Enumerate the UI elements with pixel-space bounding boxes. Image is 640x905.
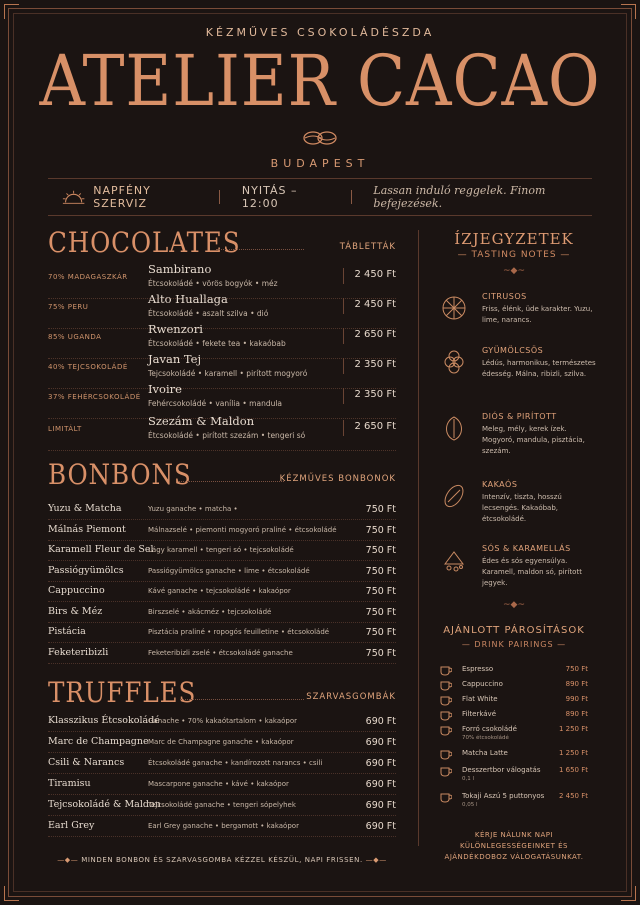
- drink-name: Tokaji Aszú 5 puttonyos: [462, 792, 545, 800]
- drink-price: 1 250 Ft: [558, 749, 588, 757]
- citrus-icon: [440, 294, 468, 322]
- divider: [343, 388, 344, 404]
- chocolates-header: [48, 226, 396, 258]
- corner-ornament: [4, 886, 19, 901]
- ornament-icon: —◆—: [362, 856, 387, 864]
- header-kicker: KÉZMŰVES CSOKOLÁDÉSZDA: [205, 26, 435, 39]
- truffle-description: Ganache • 70% kakaótartalom • kakaópor: [148, 717, 298, 725]
- truffle-description: Tejcsokoládé ganache • tengeri sópelyhek: [148, 801, 296, 809]
- chocolate-description: Étcsokoládé • fekete tea • kakaóbab: [148, 339, 286, 348]
- bonbon-description: Birszselé • akácméz • tejcsokoládé: [148, 607, 272, 616]
- truffle-description: Étcsokoládé ganache • kandírozott narancs • csili: [148, 759, 323, 767]
- brand-title: ATELIER CACAO: [39, 40, 601, 122]
- ornament-icon: ~◆~: [502, 266, 525, 276]
- tasting-note-title: KAKAÓS: [482, 480, 518, 489]
- service-label: NAPFÉNY SZERVIZ: [93, 184, 151, 210]
- chocolate-price: 2 350 Ft: [354, 359, 396, 370]
- chocolate-category: 37% FEHÉRCSOKOLÁDÉ: [48, 393, 141, 401]
- chocolate-name: Szezám & Maldon: [148, 414, 255, 428]
- sunrise-icon: [62, 189, 85, 205]
- truffle-name: Tejcsokoládé & Maldon: [48, 799, 161, 810]
- drink-price: 2 450 Ft: [558, 792, 588, 800]
- tasting-note-title: CITRUSOS: [482, 292, 527, 301]
- corner-ornament: [621, 886, 636, 901]
- column-divider: [418, 230, 419, 846]
- truffle-name: Tiramisu: [48, 778, 91, 789]
- truffle-price: 690 Ft: [365, 779, 396, 790]
- bonbon-name: Karamell Fleur de Sel: [48, 544, 154, 555]
- truffle-row: [48, 816, 396, 837]
- drink-subtitle: 70% étcsokoládé: [462, 735, 509, 741]
- chocolate-description: Étcsokoládé • pirított szezám • tengeri só: [148, 431, 306, 440]
- filter-coffee-icon: [440, 709, 452, 721]
- leader-dots: [178, 481, 284, 482]
- chocolate-name: Sambirano: [148, 262, 212, 276]
- truffle-name: Marc de Champagne: [48, 736, 149, 747]
- drink-name: Matcha Latte: [462, 749, 508, 757]
- city-label: BUDAPEST: [270, 157, 370, 170]
- tasting-note-description: Friss, élénk, üde karakter. Yuzu, lime, narancs.: [482, 305, 593, 324]
- bonbon-name: Cappuccino: [48, 585, 105, 596]
- truffle-description: Earl Grey ganache • bergamott • kakaópor: [148, 822, 299, 830]
- chocolate-name: Ivoire: [148, 382, 182, 396]
- bonbon-price: 750 Ft: [365, 504, 396, 515]
- tasting-note-title: SÓS & KARAMELLÁS: [482, 544, 571, 553]
- bonbon-row: [48, 581, 396, 602]
- truffle-row: [48, 753, 396, 774]
- drink-row: [440, 747, 588, 763]
- drink-name: Cappuccino: [462, 680, 503, 688]
- truffle-price: 690 Ft: [365, 716, 396, 727]
- drink-name: Filterkávé: [462, 710, 497, 718]
- tasting-note-description: Meleg, mély, kerek ízek. Mogyoró, mandula, pisztácia, szezám.: [482, 425, 585, 455]
- bonbon-description: Kávé ganache • tejcsokoládé • kakaópor: [148, 587, 291, 595]
- drink-price: 1 250 Ft: [558, 725, 588, 733]
- bonbon-price: 750 Ft: [365, 606, 396, 618]
- drink-row: [440, 693, 588, 709]
- divider: [219, 190, 220, 204]
- service-bar: [48, 178, 592, 216]
- bonbon-description: Málnazselé • piemonti mogyoró praliné • étcsokoládé: [148, 525, 337, 534]
- chocolate-category: 40% TEJCSOKOLÁDÉ: [48, 363, 128, 371]
- drink-subtitle: 0,1 l: [462, 776, 475, 782]
- bonbons-header: [48, 458, 396, 490]
- section-tag: KÉZMŰVES BONBONOK: [279, 474, 396, 484]
- drink-price: 890 Ft: [565, 680, 588, 688]
- drink-name: Espresso: [462, 665, 494, 673]
- truffle-row: [48, 774, 396, 795]
- tasting-note-title: GYÜMÖLCSÖS: [482, 346, 544, 355]
- drink-row: [440, 708, 588, 724]
- section-title: TRUFFLES: [48, 676, 197, 709]
- section-tag: SZARVASGOMBÁK: [306, 692, 396, 702]
- cacao-beans-logo-icon: [302, 128, 338, 148]
- bonbon-price: 750 Ft: [365, 524, 396, 536]
- bonbon-row: [48, 499, 396, 520]
- truffle-price: 690 Ft: [365, 758, 396, 769]
- ornament-icon: —◆—: [57, 856, 82, 864]
- bonbon-name: Passiógyümölcs: [48, 564, 124, 576]
- bonbon-row: [48, 602, 396, 623]
- bonbon-price: 750 Ft: [365, 586, 396, 597]
- opening-time: NYITÁS – 12:00: [241, 184, 298, 210]
- corner-ornament: [621, 4, 636, 19]
- bonbon-row: [48, 540, 396, 561]
- drink-name: Desszertbor válogatás: [462, 766, 541, 774]
- section-tag: TÁBLETTÁK: [339, 242, 396, 252]
- chocolate-price: 2 350 Ft: [354, 389, 396, 400]
- chocolate-price: 2 650 Ft: [354, 329, 396, 340]
- tasting-subtitle-text: TASTING NOTES: [471, 250, 557, 260]
- divider: [343, 268, 344, 284]
- bonbon-row: [48, 561, 396, 582]
- bonbon-price: 750 Ft: [365, 545, 396, 556]
- corner-ornament: [4, 4, 19, 19]
- tasting-note-description: Intenzív, tiszta, hosszú lecsengés. Kakaóbab, étcsokoládé.: [482, 493, 562, 523]
- divider: [351, 190, 352, 204]
- bonbon-price: 750 Ft: [365, 647, 396, 659]
- drink-name: Flat White: [462, 695, 498, 703]
- cacao-pod-icon: [440, 482, 468, 510]
- bonbon-price: 750 Ft: [365, 627, 396, 638]
- drink-price: 750 Ft: [565, 665, 588, 673]
- chocolate-price: 2 450 Ft: [354, 269, 396, 280]
- ornament-icon: ~◆~: [502, 600, 525, 610]
- leader-dots: [180, 699, 304, 700]
- truffle-description: Mascarpone ganache • kávé • kakaópor: [148, 780, 289, 788]
- bonbon-row: [48, 622, 396, 643]
- pairings-subtitle: — DRINK PAIRINGS —: [461, 640, 567, 649]
- wine-glass-icon: [440, 765, 452, 777]
- drink-price: 890 Ft: [565, 710, 588, 718]
- truffle-name: Klasszikus Étcsokoládé: [48, 715, 160, 726]
- mug-icon: [440, 724, 452, 736]
- right-footer: KÉRJE NÁLUNK NAPI KÜLÖNLEGESSÉGEINKET ÉS AJÁNDÉKDOBOZ VÁLOGATÁSUNKAT.: [444, 831, 584, 861]
- tasting-note-description: Lédús, harmonikus, természetes édesség. Málna, ribizli, szilva.: [482, 359, 596, 378]
- berries-icon: [440, 348, 468, 376]
- truffle-row: [48, 711, 396, 732]
- truffles-header: [48, 676, 396, 708]
- bonbon-description: Lágy karamell • tengeri só • tejcsokoládé: [148, 546, 294, 554]
- bonbon-row: [48, 643, 396, 664]
- truffle-price: 690 Ft: [365, 737, 396, 748]
- drink-price: 990 Ft: [565, 695, 588, 703]
- chocolate-name: Rwenzori: [148, 322, 203, 336]
- truffle-name: Earl Grey: [48, 820, 95, 831]
- chocolate-price: 2 650 Ft: [354, 421, 396, 432]
- chocolate-description: Étcsokoládé • aszalt szilva • dió: [148, 309, 269, 318]
- pairings-title: AJÁNLOTT PÁROSÍTÁSOK: [443, 625, 585, 636]
- footer-text: MINDEN BONBON ÉS SZARVASGOMBA KÉZZEL KÉSZÜL, NAPI FRISSEN.: [81, 856, 363, 864]
- salt-caramel-icon: [440, 546, 468, 574]
- truffle-row: [48, 795, 396, 816]
- divider: [343, 328, 344, 344]
- cup-icon: [440, 664, 452, 676]
- drink-row: [440, 723, 588, 739]
- chocolate-price: 2 450 Ft: [354, 299, 396, 310]
- bonbon-name: Birs & Méz: [48, 605, 103, 617]
- bonbon-description: Passiógyümölcs ganache • lime • étcsokoládé: [148, 566, 310, 575]
- bonbon-name: Málnás Piemont: [48, 523, 126, 535]
- drink-row: [440, 764, 588, 780]
- truffle-price: 690 Ft: [365, 800, 396, 811]
- pairings-subtitle-text: DRINK PAIRINGS: [474, 640, 554, 649]
- bonbon-price: 750 Ft: [365, 565, 396, 577]
- section-title: BONBONS: [48, 458, 192, 491]
- drink-row: [440, 790, 588, 806]
- drink-price: 1 650 Ft: [558, 766, 588, 774]
- bonbon-description: Yuzu ganache • matcha •: [148, 505, 238, 513]
- chocolate-category: 85% UGANDA: [48, 333, 102, 341]
- divider: [343, 358, 344, 374]
- cup-icon: [440, 679, 452, 691]
- drink-subtitle: 0,05 l: [462, 802, 478, 808]
- truffle-description: Marc de Champagne ganache • kakaópor: [148, 738, 294, 746]
- chocolate-description: Fehércsokoládé • vanília • mandula: [148, 399, 283, 408]
- drink-row: [440, 678, 588, 694]
- bonbon-name: Yuzu & Matcha: [48, 503, 122, 514]
- matcha-icon: [440, 748, 452, 760]
- chocolate-description: Tejcsokoládé • karamell • pirított mogyoró: [148, 369, 308, 378]
- divider: [343, 298, 344, 314]
- bottle-icon: [440, 791, 452, 803]
- tasting-note-description: Édes és sós egyensúlya. Karamell, maldon só, pirított jegyek.: [482, 557, 582, 587]
- bonbon-name: Pistácia: [48, 626, 86, 637]
- service-note: Lassan induló reggelek. Finom befejezések.: [373, 184, 546, 210]
- truffle-name: Csili & Narancs: [48, 757, 125, 768]
- truffle-row: [48, 732, 396, 753]
- footer-note: [48, 856, 396, 864]
- menu-header: [0, 26, 640, 122]
- bonbon-name: Feketeribizli: [48, 646, 109, 658]
- drink-row: [440, 663, 588, 679]
- chocolate-category: 70% MADAGASZKÁR: [48, 273, 128, 281]
- chocolate-name: Alto Huallaga: [148, 292, 228, 306]
- cup-icon: [440, 694, 452, 706]
- chocolate-description: Étcsokoládé • vörös bogyók • méz: [148, 279, 278, 288]
- truffle-price: 690 Ft: [365, 821, 396, 832]
- chocolate-row: [48, 414, 396, 451]
- tasting-title: ÍZJEGYZETEK: [454, 230, 574, 248]
- bonbon-description: Feketeribizli zselé • étcsokoládé ganache: [148, 648, 293, 657]
- divider: [343, 420, 344, 436]
- drink-name: Forró csokoládé: [462, 725, 517, 733]
- bonbon-description: Pisztácia praliné • ropogós feuilletine • étcsokoládé: [148, 628, 330, 636]
- leader-dots: [216, 249, 304, 250]
- nut-icon: [440, 414, 468, 442]
- bonbon-row: [48, 520, 396, 541]
- tasting-subtitle: — TASTING NOTES —: [457, 250, 571, 260]
- chocolate-name: Javan Tej: [148, 352, 202, 366]
- section-title: CHOCOLATES: [48, 226, 241, 259]
- chocolate-category: LIMITÁLT: [48, 425, 82, 433]
- tasting-note-title: DIÓS & PIRÍTOTT: [482, 412, 557, 421]
- chocolate-category: 75% PERU: [48, 303, 89, 311]
